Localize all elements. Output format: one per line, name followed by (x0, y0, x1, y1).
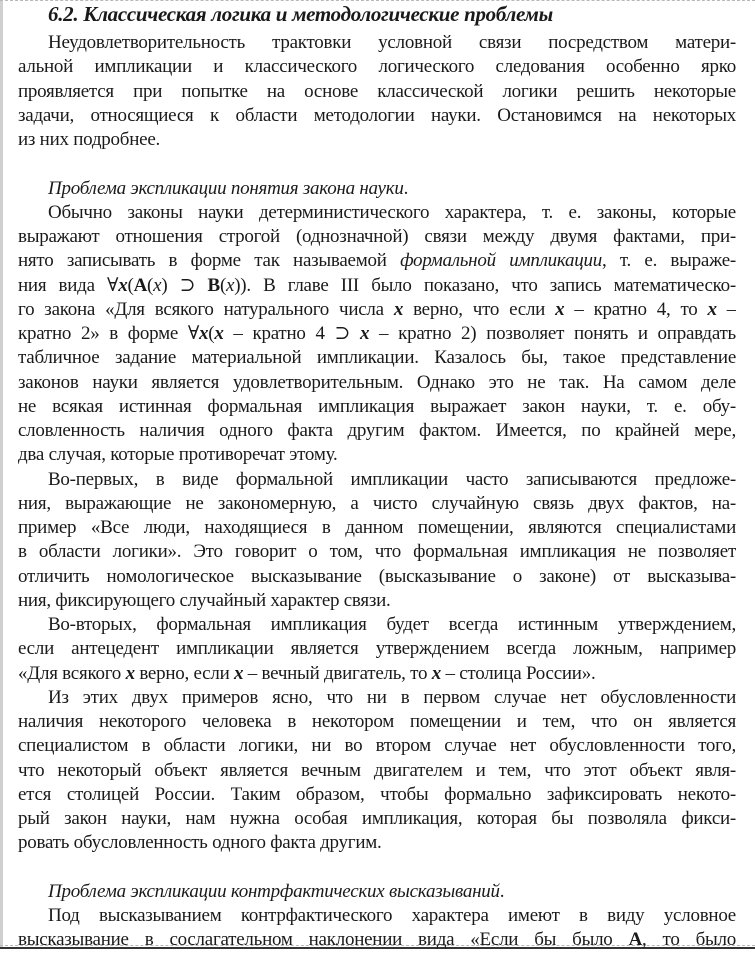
text-line (18, 783, 736, 807)
text-run: . (403, 177, 409, 199)
text-run: специалистом в области логики, ни во втором случае нет обусловленности того, (18, 735, 736, 757)
text-run: верно, что если (403, 298, 556, 320)
text-run: высказывание в сослагательном наклонении вида «Если бы было (18, 929, 629, 951)
text-run: , то было (642, 929, 736, 951)
formula-symbol: x (118, 274, 128, 296)
italic-text: Проблема экспликации контрфактических высказываний (48, 880, 500, 902)
text-run: не всякая истинная формальная импликация выражает закон науки, т. е. обу- (18, 395, 736, 417)
text-line (18, 589, 736, 613)
text-run: Во-первых, в виде формальной импликации часто записываются предложе- (48, 468, 736, 490)
text-line (18, 177, 736, 201)
text-run: «Для всякого (18, 662, 126, 684)
formula-symbol: x (359, 323, 370, 344)
formula-symbol: B (207, 274, 220, 296)
text-line (18, 249, 736, 273)
text-run: кратно 2» в форме ∀ (18, 323, 200, 344)
text-run: Под высказыванием контрфактического характера имеют в виду условное (48, 905, 736, 926)
text-line (18, 662, 736, 686)
text-line (18, 274, 736, 298)
text-run: словленность наличия одного факта другим фактом. Имеется, по крайней мере, (18, 420, 736, 441)
text-run: пример «Все люди, находящиеся в данном помещении, являются специалистами (18, 517, 736, 538)
text-run: ( (127, 274, 134, 296)
text-run: табличное задание материальной импликации. Казалось бы, такое представление (18, 347, 736, 369)
text-line (18, 710, 736, 734)
text-line (18, 759, 736, 783)
text-run: ) ⊃ (161, 274, 208, 296)
text-line (18, 55, 736, 79)
text-run: верно, если (134, 662, 235, 684)
text-line (18, 904, 736, 928)
text-line (18, 346, 736, 370)
text-run: ( (219, 274, 227, 296)
text-line (18, 128, 736, 152)
text-line (18, 734, 736, 758)
text-line (18, 104, 736, 128)
text-line (18, 880, 736, 904)
text-run: , т. е. выраже- (602, 250, 736, 272)
italic-text: x (153, 274, 162, 296)
text-block (18, 177, 736, 856)
text-block (18, 31, 736, 152)
text-run: альной импликации и классического логического следования особенно ярко (18, 56, 736, 78)
text-run: ( (208, 323, 215, 344)
text-run: отличить номологическое высказывание (высказывание о законе) от высказыва- (18, 565, 736, 587)
text-line (18, 80, 736, 104)
text-run: ется столицей России. Таким образом, чтобы формально зафиксировать некото- (18, 783, 736, 805)
text-run: ( (147, 274, 154, 296)
text-run: рый закон науки, нам нужна особая импликация, которая бы позволяла фикси- (18, 808, 736, 829)
formula-symbol: x (214, 323, 224, 344)
text-run: законов науки является удовлетворительным. Однако это не так. На самом деле (18, 371, 736, 393)
text-run: – кратно 4 ⊃ (223, 323, 360, 344)
text-run: . (499, 880, 505, 902)
text-line (18, 419, 736, 443)
text-run: го закона «Для всякого натурального числа (18, 298, 394, 320)
text-run: Обычно законы науки детерминистического характера, т. е. законы, которые (48, 201, 736, 223)
paragraph-gap (18, 152, 736, 176)
text-run: из них подробнее. (18, 129, 160, 150)
section-title: 6.2. Классическая логика и методологические проблемы (48, 2, 553, 26)
text-run: Неудовлетворительность трактовки условной связи посредством матери- (48, 32, 736, 53)
text-run: )). В главе III было показано, что запись математическо- (234, 274, 736, 296)
text-line (18, 686, 736, 710)
formula-symbol: A (628, 929, 643, 951)
formula-symbol: x (393, 298, 404, 320)
text-block (18, 880, 736, 953)
text-run: два случая, которые противоречат этому. (18, 444, 338, 466)
text-run: наличия некоторого человека в некотором помещении и тем, что он является (18, 711, 736, 732)
text-run: – вечный двигатель, то (243, 662, 432, 684)
text-line (18, 468, 736, 492)
formula-symbol: x (707, 298, 717, 320)
text-line (18, 807, 736, 831)
text-run: Во-вторых, формальная импликация будет всегда истинным утверждением, (48, 614, 736, 635)
formula-symbol: x (199, 323, 209, 344)
formula-symbol: A (133, 274, 148, 296)
text-run: – кратно 2) позволяет понять и оправдать (369, 323, 736, 344)
text-run: – (716, 298, 736, 320)
text-line (18, 565, 736, 589)
text-line (18, 613, 736, 637)
text-line (18, 516, 736, 540)
paragraph-gap (18, 856, 736, 880)
formula-symbol: x (431, 662, 441, 684)
text-line (18, 225, 736, 249)
text-line (18, 371, 736, 395)
text-run: ния, выражающие не закономерную, а чисто случайную связь двух фактов, на- (18, 492, 736, 514)
italic-text: Проблема экспликации понятия закона науки (48, 177, 404, 199)
text-run: ровать обусловленность одного факта другим. (18, 832, 382, 854)
text-run: ния, фиксирующего случайный характер связи. (18, 589, 391, 611)
text-line (18, 492, 736, 516)
text-line (18, 201, 736, 225)
document-body (18, 31, 736, 953)
italic-text: формальной импликации (400, 250, 603, 272)
text-line (18, 31, 736, 55)
text-line (18, 831, 736, 855)
text-run: задачи, относящиеся к области методологии науки. Остановимся на некоторых (18, 104, 736, 126)
text-line (18, 298, 736, 322)
text-run: – кратно 4, то (564, 298, 708, 320)
text-run: в области логики». Это говорит о том, что формальная импликация не позволяет (18, 541, 736, 563)
text-run: проявляется при попытке на основе классической логики решить некоторые (18, 80, 736, 102)
text-run: если антецедент импликации является утверждением всегда ложным, например (18, 638, 736, 660)
text-line (18, 540, 736, 564)
italic-text: x (226, 274, 235, 296)
text-run: Из этих двух примеров ясно, что ни в первом случае нет обусловленности (48, 686, 736, 708)
text-line (18, 637, 736, 661)
text-line (18, 395, 736, 419)
text-line (18, 322, 736, 346)
page-left-border (0, 0, 3, 949)
formula-symbol: x (125, 662, 135, 684)
formula-symbol: x (555, 298, 565, 320)
text-run: ния вида ∀ (18, 274, 119, 296)
text-run: выражают отношения строгой (однозначной) связи между двумя фактами, при- (18, 226, 736, 247)
text-line (18, 443, 736, 467)
formula-symbol: x (234, 662, 244, 684)
text-run: нято записывать в форме так называемой (18, 250, 401, 272)
text-run: – столица России». (440, 662, 596, 684)
text-run: что некоторый объект является вечным двигателем и тем, что этот объект явля- (18, 759, 736, 781)
